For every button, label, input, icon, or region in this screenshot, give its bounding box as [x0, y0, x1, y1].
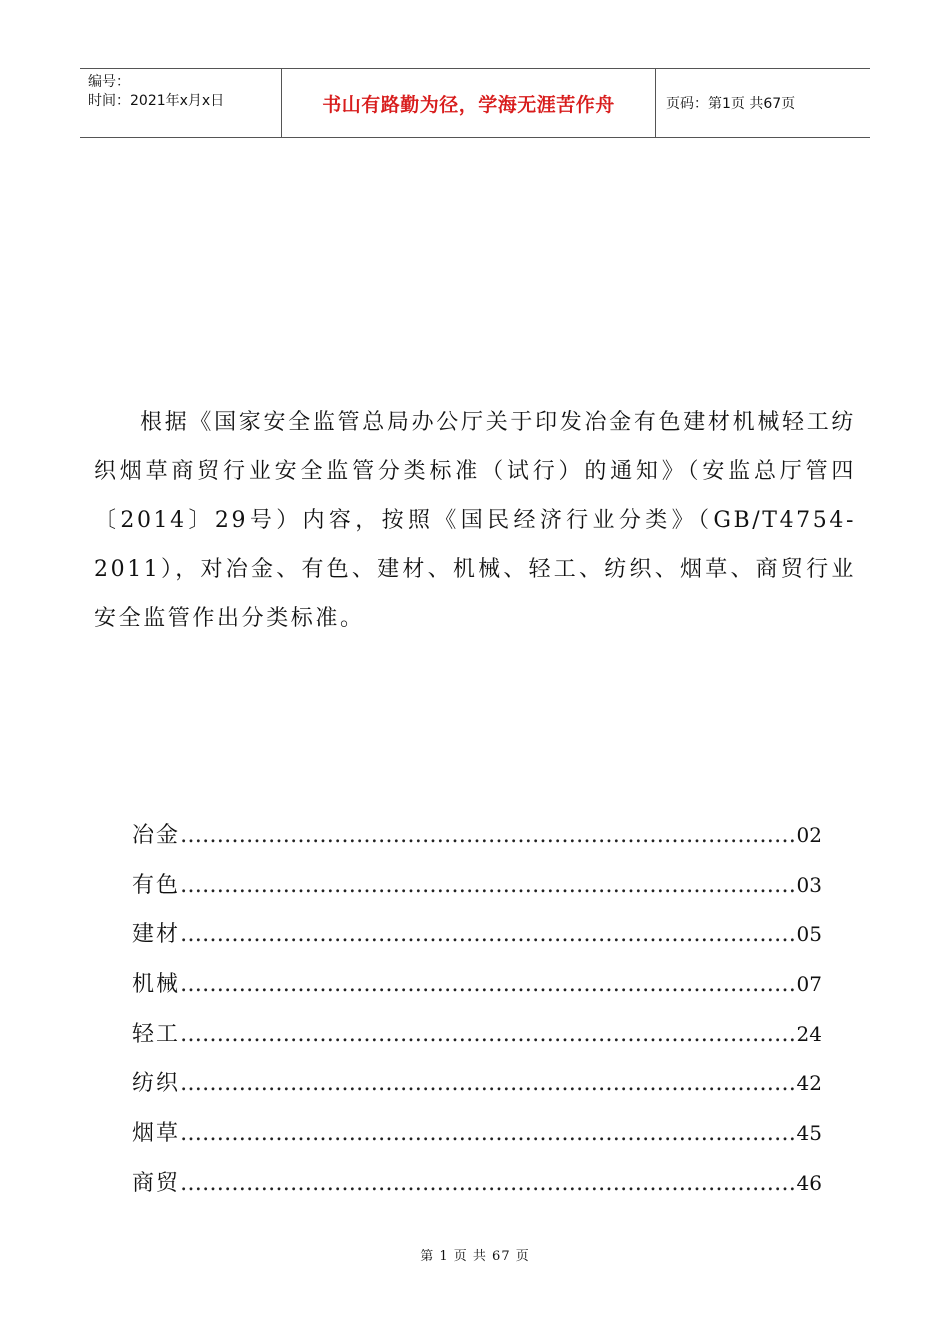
toc-item-page: 24 — [796, 1021, 822, 1046]
toc-leader-dots — [180, 1022, 795, 1047]
header-page-info: 页码：第1页 共67页 — [666, 96, 796, 112]
toc-item-title: 商贸 — [132, 1170, 181, 1196]
table-of-contents — [132, 818, 822, 1216]
toc-leader-dots — [180, 1121, 795, 1146]
toc-item[interactable] — [132, 818, 822, 868]
toc-leader-dots — [180, 823, 795, 848]
document-number-label: 编号： — [88, 74, 130, 90]
header-meta — [80, 69, 282, 137]
toc-item-page: 05 — [796, 922, 822, 947]
toc-item[interactable] — [132, 1116, 822, 1166]
toc-leader-dots — [180, 922, 795, 947]
toc-item-page: 46 — [796, 1170, 822, 1195]
toc-item-page: 03 — [796, 872, 822, 897]
document-date: 时间：2021年x月x日 — [88, 93, 225, 109]
toc-item-page: 02 — [796, 823, 822, 847]
page-header — [80, 68, 870, 138]
toc-leader-dots — [180, 972, 795, 997]
toc-leader-dots — [180, 1071, 795, 1096]
header-motto: 书山有路勤为径，学海无涯苦作舟 — [282, 69, 656, 137]
toc-item-title: 建材 — [132, 922, 181, 948]
toc-item-page: 07 — [796, 972, 822, 997]
intro-paragraph: 根据《国家安全监管总局办公厅关于印发冶金有色建材机械轻工纺织烟草商贸行业安全监管分类标准（试行）的通知》（安监总厅管四〔2014〕29号）内容，按照《国民经济行业分类》（GB/T4754-2011），对冶金、有色、建材、机械、轻工、纺织、烟草、商贸行业安全监管作出分类标准。 — [94, 410, 856, 631]
toc-leader-dots — [180, 1171, 795, 1196]
toc-item-title: 冶金 — [132, 823, 181, 848]
toc-item[interactable] — [132, 1017, 822, 1067]
toc-item[interactable] — [132, 1066, 822, 1116]
toc-item[interactable] — [132, 868, 822, 918]
toc-item[interactable] — [132, 967, 822, 1017]
toc-item-page: 42 — [796, 1071, 822, 1096]
toc-item-page: 45 — [796, 1121, 822, 1146]
toc-item-title: 轻工 — [132, 1021, 181, 1047]
toc-item-title: 机械 — [132, 972, 181, 998]
page-footer: 第 1 页 共 67 页 — [420, 1249, 530, 1264]
toc-item-title: 有色 — [132, 872, 181, 898]
toc-leader-dots — [180, 873, 795, 898]
toc-item-title: 烟草 — [132, 1121, 181, 1147]
toc-item[interactable] — [132, 917, 822, 967]
toc-item[interactable] — [132, 1166, 822, 1216]
toc-item-title: 纺织 — [132, 1071, 181, 1097]
